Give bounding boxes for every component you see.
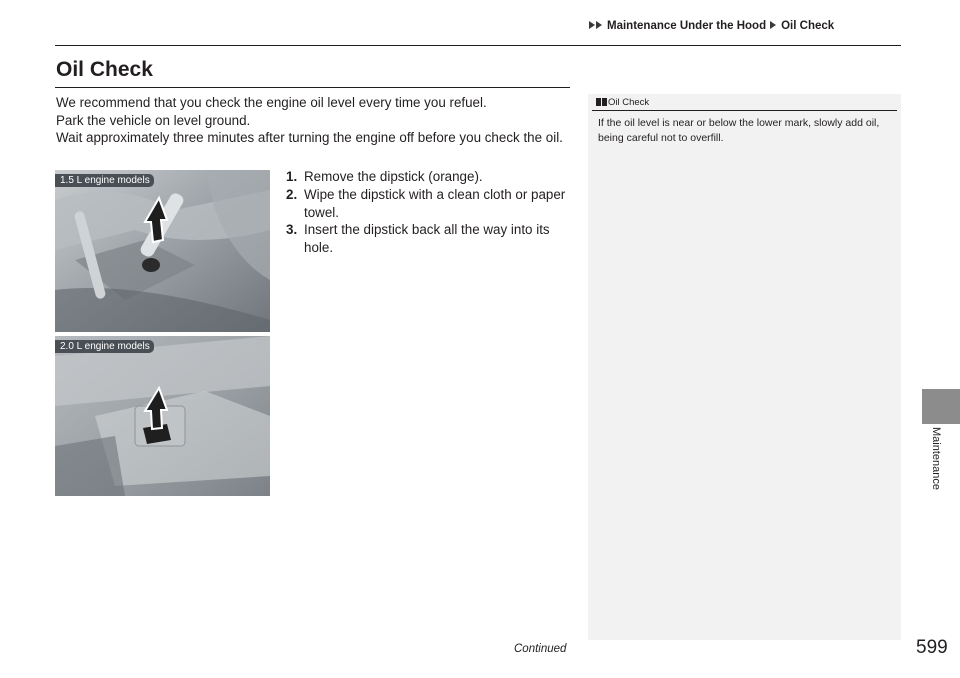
steps-list <box>286 168 571 257</box>
intro-line: Park the vehicle on level ground. <box>56 112 251 128</box>
step-text: Remove the dipstick (orange). <box>304 169 483 184</box>
step-item <box>286 168 571 186</box>
photo-label: 2.0 L engine models <box>55 340 154 353</box>
title-divider <box>55 87 570 88</box>
continued-label: Continued <box>514 643 567 655</box>
breadcrumb-section[interactable]: Maintenance Under the Hood <box>607 20 767 32</box>
section-label-text: Maintenance <box>930 427 942 490</box>
step-item <box>286 186 571 222</box>
step-text: Wipe the dipstick with a clean cloth or paper towel. <box>304 186 566 220</box>
breadcrumb-page[interactable]: Oil Check <box>781 20 835 32</box>
page-title: Oil Check <box>56 58 153 81</box>
note-heading <box>596 97 649 108</box>
step-number: 3. <box>286 222 298 238</box>
page-number: 599 <box>916 637 948 658</box>
engine-photo-2-0l <box>55 336 270 496</box>
intro-text <box>56 94 576 147</box>
header-divider <box>55 45 901 46</box>
section-tab[interactable] <box>922 389 960 424</box>
arrow-right-icon <box>770 21 776 29</box>
note-box <box>588 94 901 640</box>
note-text: If the oil level is near or below the lower mark, slowly add oil, being careful not to overfill. <box>598 117 880 144</box>
arrow-right-icon <box>589 21 595 29</box>
step-number: 1. <box>286 169 298 184</box>
engine-illustration <box>55 170 270 332</box>
step-item <box>286 221 571 257</box>
step-number: 2. <box>286 186 298 202</box>
note-title: Oil Check <box>608 97 650 108</box>
breadcrumb <box>589 20 834 32</box>
note-divider <box>592 110 897 111</box>
intro-line: We recommend that you check the engine oil level every time you refuel. <box>56 95 487 110</box>
photo-label: 1.5 L engine models <box>55 174 154 187</box>
engine-illustration <box>55 336 270 496</box>
step-text: Insert the dipstick back all the way into its hole. <box>304 222 550 256</box>
note-marker-icon <box>596 98 601 106</box>
section-label <box>930 427 942 511</box>
note-marker-icon <box>602 98 607 106</box>
engine-photo-1-5l <box>55 170 270 332</box>
intro-line: Wait approximately three minutes after turning the engine off before you check the oil. <box>56 130 563 145</box>
arrow-right-icon <box>596 21 602 29</box>
